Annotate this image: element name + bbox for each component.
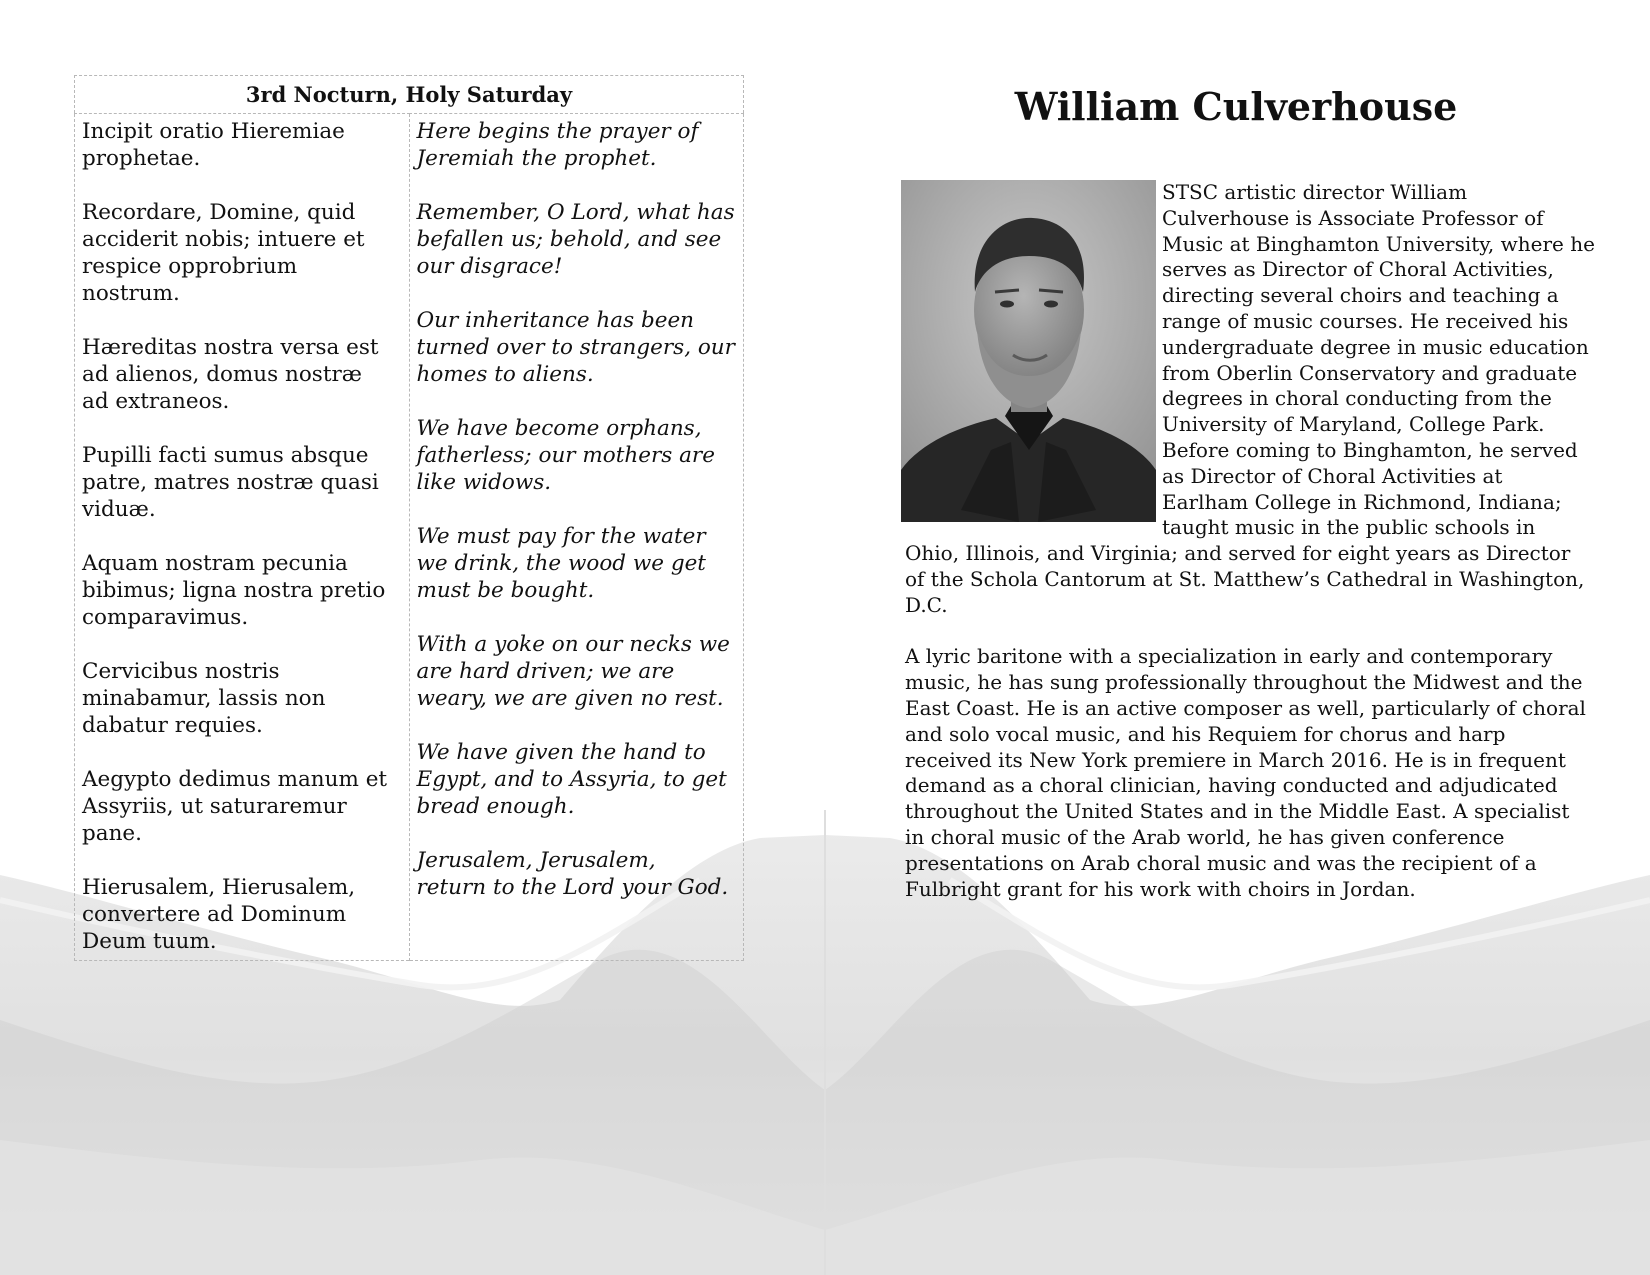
latin-column [75,114,410,961]
latin-stanza: Hierusalem, Hierusalem, convertere ad Dominum Deum tuum. [82,875,356,954]
bio-paragraph: STSC artistic director William Culverhouse is Associate Professor of Music at Binghamton University, where he serves as Director of Choral Activities, directing several choirs and teaching a range of music courses. He received his undergraduate degree in music education from Oberlin Conservatory and graduate degrees in choral conducting from the University of Maryland, College Park. Before coming to Binghamton, he served as Director of Choral Activities at Earlham College in Richmond, Indiana; taught music in the public schools in Ohio, Illinois, and Virginia; and served for eight years as Director of the Schola Cantorum at St. Matthew’s Cathedral in Washington, D.C. [905,180,1595,617]
latin-stanza: Aegypto dedimus manum et Assyriis, ut saturaremur pane. [82,767,388,846]
bio-body [905,180,1595,902]
lamentations-text-table [74,75,744,961]
portrait-photo [901,180,1156,522]
english-stanza: We have become orphans, fatherless; our mothers are like widows. [416,416,715,495]
english-stanza: We must pay for the water we drink, the wood we get must be bought. [416,524,706,603]
page-fold-line [824,810,826,1275]
latin-stanza: Incipit oratio Hieremiae prophetae. [82,119,345,171]
english-stanza: Our inheritance has been turned over to strangers, our homes to aliens. [416,308,735,387]
english-stanza: Remember, O Lord, what has befallen us; behold, and see our disgrace! [416,200,735,279]
latin-stanza: Cervicibus nostris minabamur, lassis non dabatur requies. [82,659,326,738]
english-stanza: Here begins the prayer of Jeremiah the prophet. [416,119,699,171]
english-stanza: With a yoke on our necks we are hard driven; we are weary, we are given no rest. [416,632,730,711]
english-column [409,114,744,961]
table-title: 3rd Nocturn, Holy Saturday [75,76,744,114]
latin-stanza: Recordare, Domine, quid acciderit nobis; intuere et respice opprobrium nostrum. [82,200,365,306]
latin-stanza: Hæreditas nostra versa est ad alienos, domus nostræ ad extraneos. [82,335,379,414]
bio-paragraph: A lyric baritone with a specialization in early and contemporary music, he has sung professionally throughout the Midwest and the East Coast. He is an active composer as well, particularly of choral and solo vocal music, and his Requiem for chorus and harp received its New York premiere in March 2016. He is in frequent demand as a choral clinician, having conducted and adjudicated throughout the United States and in the Middle East. A specialist in choral music of the Arab world, he has given conference presentations on Arab choral music and was the recipient of a Fulbright grant for his work with choirs in Jordan. [905,644,1586,901]
bio-title: William Culverhouse [1014,84,1458,129]
text-table-row [75,114,744,961]
latin-stanza: Pupilli facti sumus absque patre, matres nostræ quasi viduæ. [82,443,379,522]
english-stanza: We have given the hand to Egypt, and to Assyria, to get bread enough. [416,740,727,819]
latin-stanza: Aquam nostram pecunia bibimus; ligna nostra pretio comparavimus. [82,551,386,630]
english-stanza: Jerusalem, Jerusalem, return to the Lord your God. [416,848,729,900]
